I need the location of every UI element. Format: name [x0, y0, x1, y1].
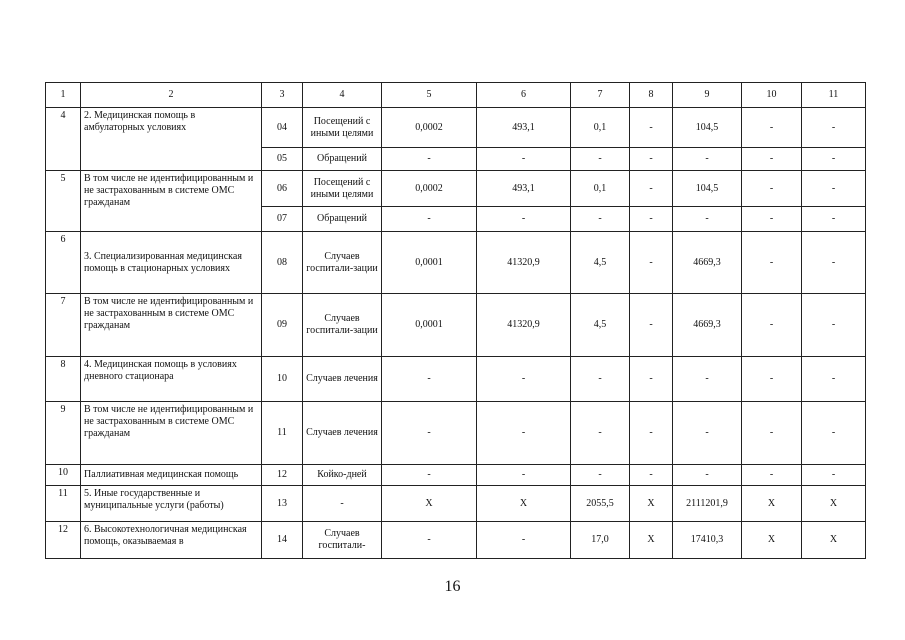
- cell-col6: 41320,9: [477, 294, 571, 357]
- row-name: В том числе не идентифицированным и не застрахованным в системе ОМС гражданам: [81, 171, 262, 232]
- row-number: 4: [46, 108, 81, 171]
- row-unit: Случаев госпитали-: [303, 522, 382, 559]
- cell-col7: 0,1: [571, 171, 630, 207]
- row-unit: -: [303, 486, 382, 522]
- cell-col11: -: [802, 108, 866, 148]
- cell-col11: Х: [802, 522, 866, 559]
- column-header: 11: [802, 83, 866, 108]
- cell-col11: -: [802, 148, 866, 171]
- table-row: [46, 294, 866, 357]
- table-row: [46, 402, 866, 465]
- row-name: 3. Специализированная медицинская помощь в стационарных условиях: [81, 232, 262, 294]
- cell-col9: 104,5: [673, 108, 742, 148]
- cell-col8: -: [630, 294, 673, 357]
- table-row: [46, 357, 866, 402]
- cell-col9: 4669,3: [673, 232, 742, 294]
- cell-col8: -: [630, 232, 673, 294]
- cell-col7: -: [571, 207, 630, 232]
- cell-col6: 41320,9: [477, 232, 571, 294]
- cell-col11: -: [802, 402, 866, 465]
- row-code: 10: [262, 357, 303, 402]
- cell-col9: 2111201,9: [673, 486, 742, 522]
- cell-col10: Х: [742, 522, 802, 559]
- cell-col7: -: [571, 148, 630, 171]
- row-code: 12: [262, 465, 303, 486]
- header-row: [46, 83, 866, 108]
- cell-col8: -: [630, 357, 673, 402]
- cell-col11: -: [802, 294, 866, 357]
- column-header: 1: [46, 83, 81, 108]
- cell-col6: -: [477, 402, 571, 465]
- cell-col7: -: [571, 402, 630, 465]
- cell-col7: 17,0: [571, 522, 630, 559]
- cell-col5: -: [382, 148, 477, 171]
- row-unit: Посещений с иными целями: [303, 171, 382, 207]
- cell-col8: -: [630, 465, 673, 486]
- row-name: 4. Медицинская помощь в условиях дневного стационара: [81, 357, 262, 402]
- column-header: 3: [262, 83, 303, 108]
- row-number: 7: [46, 294, 81, 357]
- cell-col10: -: [742, 232, 802, 294]
- cell-col8: Х: [630, 522, 673, 559]
- cell-col5: 0,0002: [382, 171, 477, 207]
- column-header: 9: [673, 83, 742, 108]
- row-code: 05: [262, 148, 303, 171]
- cell-col8: -: [630, 108, 673, 148]
- row-unit: Случаев лечения: [303, 357, 382, 402]
- column-header: 4: [303, 83, 382, 108]
- cell-col7: 2055,5: [571, 486, 630, 522]
- row-number: 6: [46, 232, 81, 294]
- cell-col6: -: [477, 357, 571, 402]
- row-code: 08: [262, 232, 303, 294]
- row-unit: Случаев лечения: [303, 402, 382, 465]
- cell-col9: 4669,3: [673, 294, 742, 357]
- cell-col5: -: [382, 465, 477, 486]
- cell-col9: -: [673, 148, 742, 171]
- table-row: [46, 108, 866, 148]
- row-code: 09: [262, 294, 303, 357]
- cell-col5: -: [382, 357, 477, 402]
- table-row: [46, 522, 866, 559]
- cell-col5: 0,0001: [382, 232, 477, 294]
- cell-col9: 104,5: [673, 171, 742, 207]
- cell-col7: 4,5: [571, 232, 630, 294]
- cell-col11: -: [802, 232, 866, 294]
- cell-col10: -: [742, 357, 802, 402]
- cell-col11: -: [802, 207, 866, 232]
- cell-col5: -: [382, 522, 477, 559]
- cell-col9: 17410,3: [673, 522, 742, 559]
- cell-col5: 0,0002: [382, 108, 477, 148]
- cell-col9: -: [673, 465, 742, 486]
- cell-col8: Х: [630, 486, 673, 522]
- row-number: 11: [46, 486, 81, 522]
- cell-col9: -: [673, 207, 742, 232]
- cell-col5: -: [382, 402, 477, 465]
- cell-col10: -: [742, 207, 802, 232]
- table-row: [46, 486, 866, 522]
- cell-col9: -: [673, 357, 742, 402]
- cell-col10: -: [742, 402, 802, 465]
- row-name: В том числе не идентифицированным и не застрахованным в системе ОМС гражданам: [81, 402, 262, 465]
- cell-col6: 493,1: [477, 171, 571, 207]
- row-number: 9: [46, 402, 81, 465]
- row-name: Паллиативная медицинская помощь: [81, 465, 262, 486]
- row-number: 8: [46, 357, 81, 402]
- cell-col8: -: [630, 207, 673, 232]
- cell-col6: -: [477, 207, 571, 232]
- cell-col6: -: [477, 465, 571, 486]
- cell-col11: Х: [802, 486, 866, 522]
- cell-col10: -: [742, 108, 802, 148]
- table-row: [46, 465, 866, 486]
- cell-col11: -: [802, 171, 866, 207]
- row-code: 14: [262, 522, 303, 559]
- cell-col5: Х: [382, 486, 477, 522]
- row-name: 2. Медицинская помощь в амбулаторных условиях: [81, 108, 262, 171]
- row-code: 04: [262, 108, 303, 148]
- table-row: [46, 232, 866, 294]
- row-unit: Обращений: [303, 207, 382, 232]
- row-code: 13: [262, 486, 303, 522]
- cell-col7: 0,1: [571, 108, 630, 148]
- row-unit: Посещений с иными целями: [303, 108, 382, 148]
- cell-col6: Х: [477, 486, 571, 522]
- cell-col5: 0,0001: [382, 294, 477, 357]
- row-code: 11: [262, 402, 303, 465]
- column-header: 10: [742, 83, 802, 108]
- row-code: 06: [262, 171, 303, 207]
- cell-col10: Х: [742, 486, 802, 522]
- row-unit: Обращений: [303, 148, 382, 171]
- cell-col7: 4,5: [571, 294, 630, 357]
- row-name: 5. Иные государственные и муниципальные услуги (работы): [81, 486, 262, 522]
- row-code: 07: [262, 207, 303, 232]
- cell-col8: -: [630, 402, 673, 465]
- cell-col10: -: [742, 465, 802, 486]
- cell-col11: -: [802, 357, 866, 402]
- cell-col8: -: [630, 148, 673, 171]
- cell-col10: -: [742, 148, 802, 171]
- cell-col5: -: [382, 207, 477, 232]
- table-row: [46, 171, 866, 207]
- cell-col10: -: [742, 294, 802, 357]
- cell-col10: -: [742, 171, 802, 207]
- row-unit: Случаев госпитали-зации: [303, 294, 382, 357]
- column-header: 8: [630, 83, 673, 108]
- cell-col7: -: [571, 465, 630, 486]
- cell-col6: -: [477, 522, 571, 559]
- page-number: 16: [444, 578, 461, 595]
- row-name: В том числе не идентифицированным и не застрахованным в системе ОМС гражданам: [81, 294, 262, 357]
- row-number: 5: [46, 171, 81, 232]
- row-name: 6. Высокотехнологичная медицинская помощь, оказываемая в: [81, 522, 262, 559]
- row-number: 10: [46, 465, 81, 486]
- cell-col6: -: [477, 148, 571, 171]
- cell-col8: -: [630, 171, 673, 207]
- row-unit: Случаев госпитали-зации: [303, 232, 382, 294]
- column-header: 5: [382, 83, 477, 108]
- cell-col11: -: [802, 465, 866, 486]
- row-unit: Койко-дней: [303, 465, 382, 486]
- data-table: [45, 82, 866, 559]
- cell-col6: 493,1: [477, 108, 571, 148]
- column-header: 7: [571, 83, 630, 108]
- column-header: 2: [81, 83, 262, 108]
- cell-col9: -: [673, 402, 742, 465]
- row-number: 12: [46, 522, 81, 559]
- cell-col7: -: [571, 357, 630, 402]
- column-header: 6: [477, 83, 571, 108]
